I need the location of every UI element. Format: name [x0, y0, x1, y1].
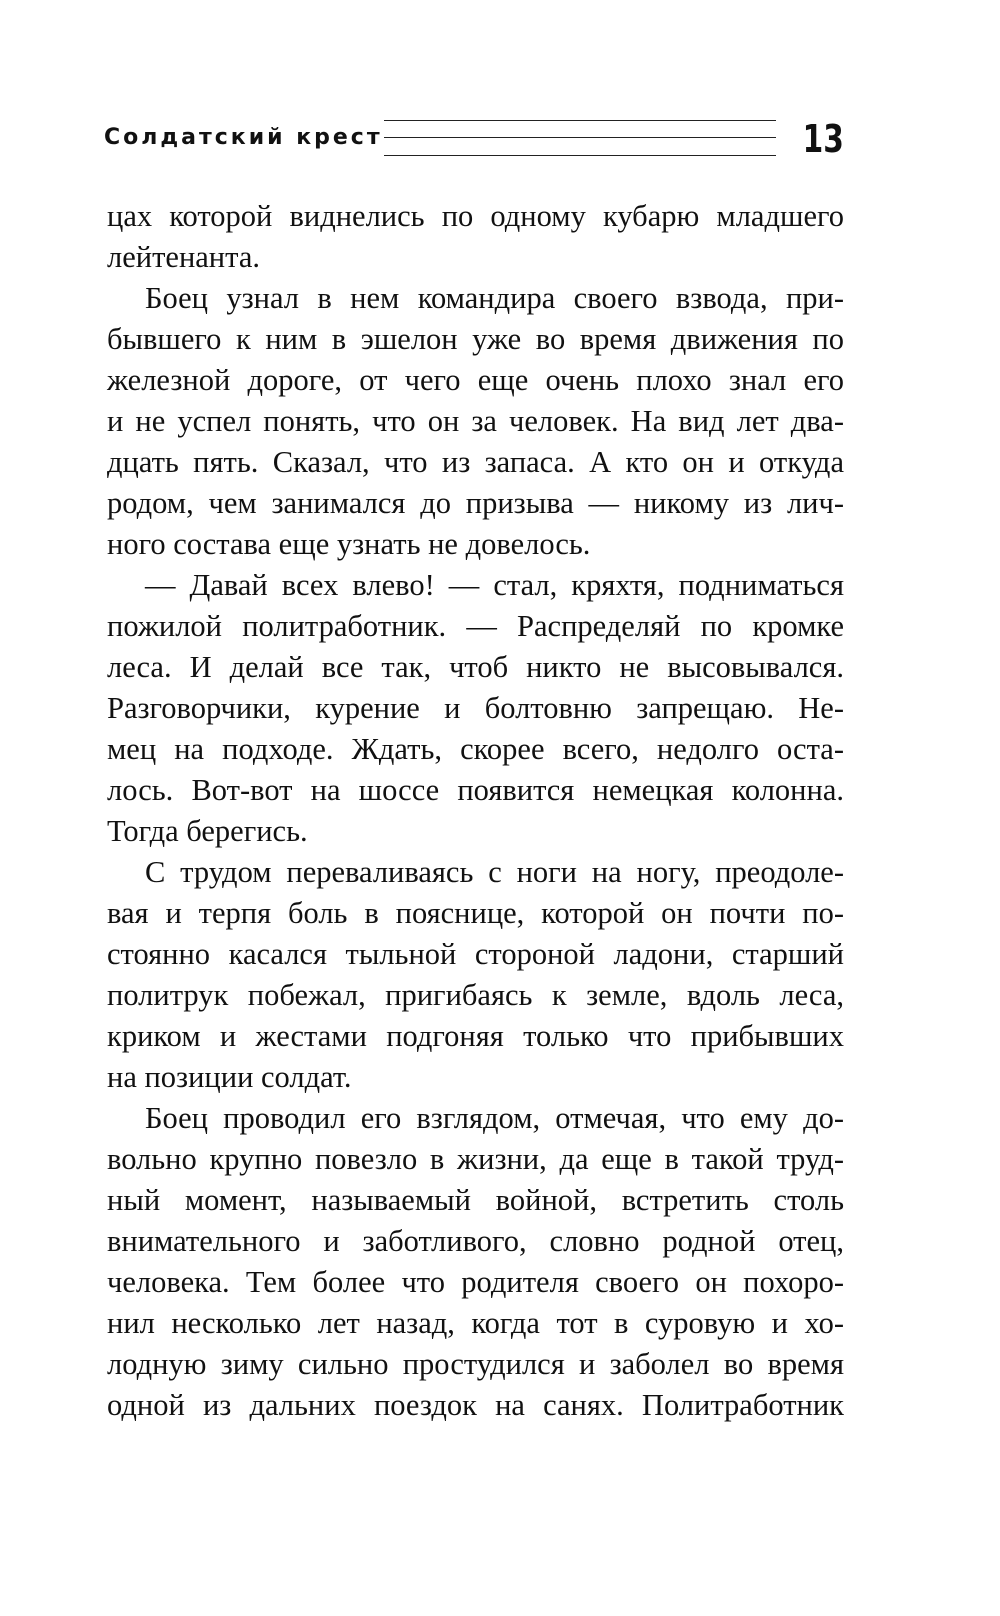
text-line: стоянно касался тыльной стороной ладони, старший	[107, 937, 844, 971]
text-line: Боец проводил его взглядом, отмечая, что ему до-	[145, 1101, 844, 1135]
text-line: мец на подходе. Ждать, скорее всего, недолго оста-	[107, 732, 844, 766]
text-line: дцать пять. Сказал, что из запаса. А кто он и откуда	[107, 445, 844, 479]
text-line: Тогда берегись.	[107, 814, 308, 848]
text-line: С трудом переваливаясь с ноги на ногу, преодоле-	[145, 855, 844, 889]
text-line: лось. Вот-вот на шоссе появится немецкая колонна.	[107, 773, 844, 807]
text-line: лодную зиму сильно простудился и заболел во время	[107, 1347, 844, 1381]
text-line: вольно крупно повезло в жизни, да еще в такой труд-	[107, 1142, 844, 1176]
text-line: Боец узнал в нем командира своего взвода, при-	[145, 281, 844, 315]
page-number: 13	[802, 117, 844, 161]
text-line: бывшего к ним в эшелон уже во время движения по	[107, 322, 844, 356]
text-line: политрук побежал, пригибаясь к земле, вдоль леса,	[107, 978, 844, 1012]
text-line: леса. И делай все так, чтоб никто не высовывался.	[107, 650, 844, 684]
page-header	[104, 118, 844, 168]
text-line: человека. Тем более что родителя своего он похоро-	[107, 1265, 844, 1299]
text-line: пожилой политработник. — Распределяй по кромке	[107, 609, 844, 643]
body-text	[107, 196, 844, 1426]
text-line: ного состава еще узнать не довелось.	[107, 527, 591, 561]
header-rule	[384, 137, 776, 138]
text-line: ный момент, называемый войной, встретить столь	[107, 1183, 844, 1217]
text-line: лейтенанта.	[107, 240, 260, 274]
text-line: криком и жестами подгоняя только что прибывших	[107, 1019, 844, 1053]
header-rule	[384, 155, 776, 156]
text-line: цах которой виднелись по одному кубарю младшего	[107, 199, 844, 233]
running-title: Солдатский крест	[104, 125, 383, 150]
text-line: Разговорчики, курение и болтовню запрещаю. Не-	[107, 691, 844, 725]
text-line: и не успел понять, что он за человек. На вид лет два-	[107, 404, 844, 438]
text-line: на позиции солдат.	[107, 1060, 352, 1094]
text-line: нил несколько лет назад, когда тот в суровую и хо-	[107, 1306, 844, 1340]
text-line: родом, чем занимался до призыва — никому из лич-	[107, 486, 844, 520]
text-line: внимательного и заботливого, словно родной отец,	[107, 1224, 844, 1258]
text-line: — Давай всех влево! — стал, кряхтя, подниматься	[145, 568, 844, 602]
text-line: вая и терпя боль в пояснице, которой он почти по-	[107, 896, 844, 930]
text-line: железной дороге, от чего еще очень плохо знал его	[107, 363, 844, 397]
header-rule	[384, 120, 776, 121]
text-line: одной из дальних поездок на санях. Политработник	[107, 1388, 844, 1422]
